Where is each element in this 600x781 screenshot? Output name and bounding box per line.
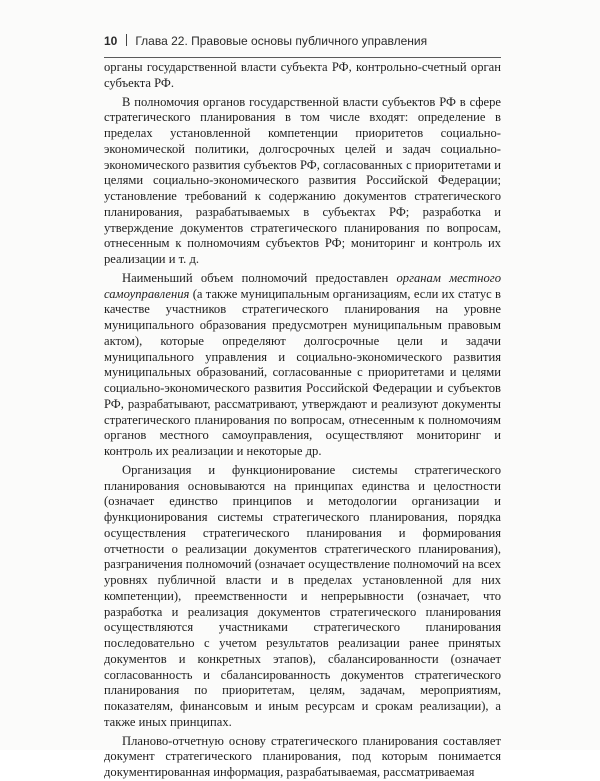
paragraph-text-after: (а также муниципальным организациям, если их статус в качестве участников стратегического планирования на уровне муниципального образования предусмотрен муниципальным правовым актом), которые определяют долгосрочные цели и задачи муниципального управления и социально-экономического развития муниципальных образований, согласованные с приоритетами и целями социально-экономического развития Российской Федерации и субъектов РФ, разрабатывают, рассматривают, утверждают и реализуют документы стратегического планирования по вопросам, отнесенным к полномочиям органов местного самоуправления, осуществляют мониторинг и контроль их реализации и некоторые др. (104, 286, 501, 458)
page-number: 10 (104, 34, 118, 48)
running-head-divider (126, 34, 127, 46)
paragraph-text-before: Наименьший объем полномочий предоставлен (122, 270, 397, 285)
paragraph-local-government (104, 271, 501, 460)
paragraph-planning-document: Планово-отчетную основу стратегического планирования составляет документ стратегического планирования, под которым понимается документированная информация, разрабатываемая, рассматриваемая (104, 733, 501, 779)
emphasis-local-government: органам местного самоуправления (104, 270, 501, 301)
body-text (104, 60, 501, 781)
paragraph-continuation: органы государственной власти субъекта РФ, контрольно-счетный орган субъекта РФ. (104, 60, 501, 90)
paragraph-regional-powers: В полномочия органов государственной власти субъектов РФ в сфере стратегического планирования в том числе входят: определение в пределах установленной компетенции приоритетов социально-экономической политики, долгосрочных целей и задач социально-экономического развития субъектов РФ, согласованных с приоритетами и целями социально-экономического развития Российской Федерации; установление требований к содержанию документов стратегического планирования, разрабатываемых в субъектах РФ; разработка и утверждение документов стратегического планирования по вопросам, отнесенным к полномочиям субъектов РФ; мониторинг и контроль их реализации и т. д. (104, 94, 501, 266)
chapter-title: Глава 22. Правовые основы публичного управления (135, 34, 428, 48)
paragraph-principles: Организация и функционирование системы стратегического планирования основываются на принципах единства и целостности (означает единство принципов и методологии организации и функционирования системы стратегического планирования, порядка осуществления стратегического планирования и формирования отчетности о реализации документов стратегического планирования), разграничения полномочий (означает осуществление полномочий на всех уровнях публичной власти и в пределах установленной для них компетенции), преемственности и непрерывности (означает, что разработка и реализация документов стратегического планирования осуществляются участниками стратегического планирования последовательно с учетом результатов реализации ранее принятых документов и конкретных этапов), сбалансированности (означает согласованность и сбалансированность документов стратегического планирования по приоритетам, целям, задачам, мероприятиям, показателям, финансовым и иным ресурсам и срокам реализации), а также иных принципах. (104, 462, 501, 729)
running-head (104, 34, 499, 56)
header-rule (104, 57, 501, 58)
